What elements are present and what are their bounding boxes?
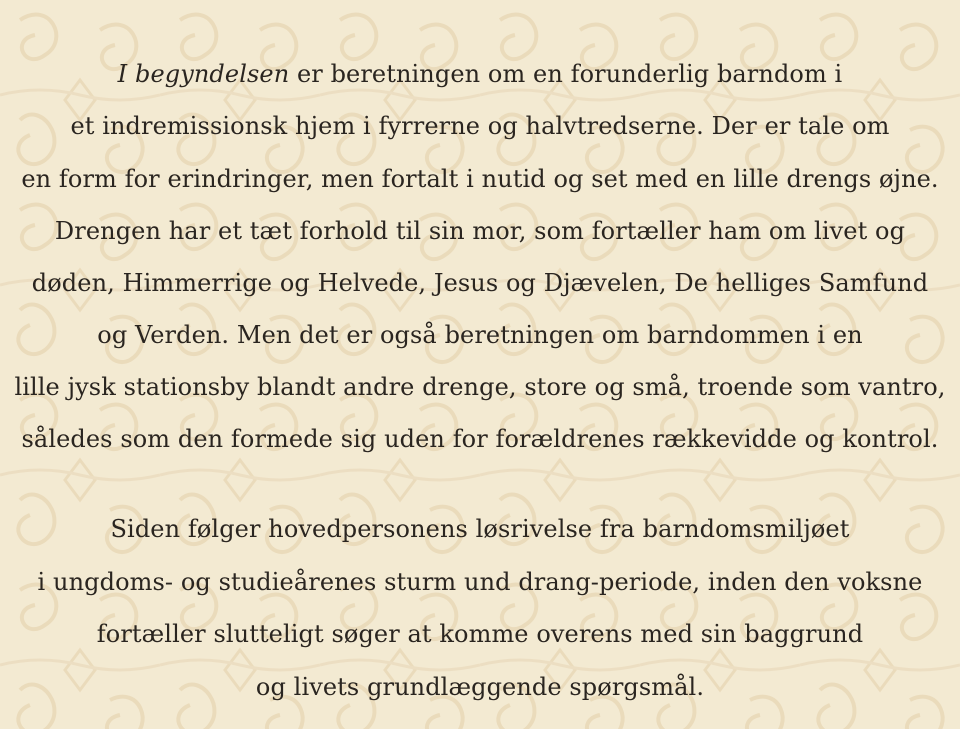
paragraph-1-line-5: døden, Himmerrige og Helvede, Jesus og Djævelen, De helliges Samfund (31, 269, 929, 297)
paragraph-2-line-2: i ungdoms- og studieårenes sturm und drang-periode, inden den voksne (37, 568, 923, 596)
paragraph-1-line-1-text: er beretningen om en forunderlig barndom i (289, 60, 843, 88)
paragraph-1-line-1 (0, 59, 960, 89)
paragraph-1-line-2: et indremissionsk hjem i fyrrerne og halvtredserne. Der er tale om (70, 112, 890, 140)
paragraph-1-line-3: en form for erindringer, men fortalt i nutid og set med en lille drengs øjne. (21, 165, 939, 193)
book-title-italic: I begyndelsen (117, 60, 290, 88)
paragraph-1-line-7: lille jysk stationsby blandt andre drenge, store og små, troende som vantro, (14, 373, 946, 401)
paragraph-1-line-4: Drengen har et tæt forhold til sin mor, som fortæller ham om livet og (54, 217, 906, 245)
paragraph-2-line-1: Siden følger hovedpersonens løsrivelse fra barndomsmiljøet (110, 515, 850, 543)
paragraph-2-line-4: og livets grundlæggende spørgsmål. (255, 673, 705, 701)
paragraph-2-line-3: fortæller slutteligt søger at komme overens med sin baggrund (96, 620, 864, 648)
paragraph-1-line-6: og Verden. Men det er også beretningen om barndommen i en (97, 321, 863, 349)
paragraph-1-line-8: således som den formede sig uden for forældrenes rækkevidde og kontrol. (21, 425, 939, 453)
